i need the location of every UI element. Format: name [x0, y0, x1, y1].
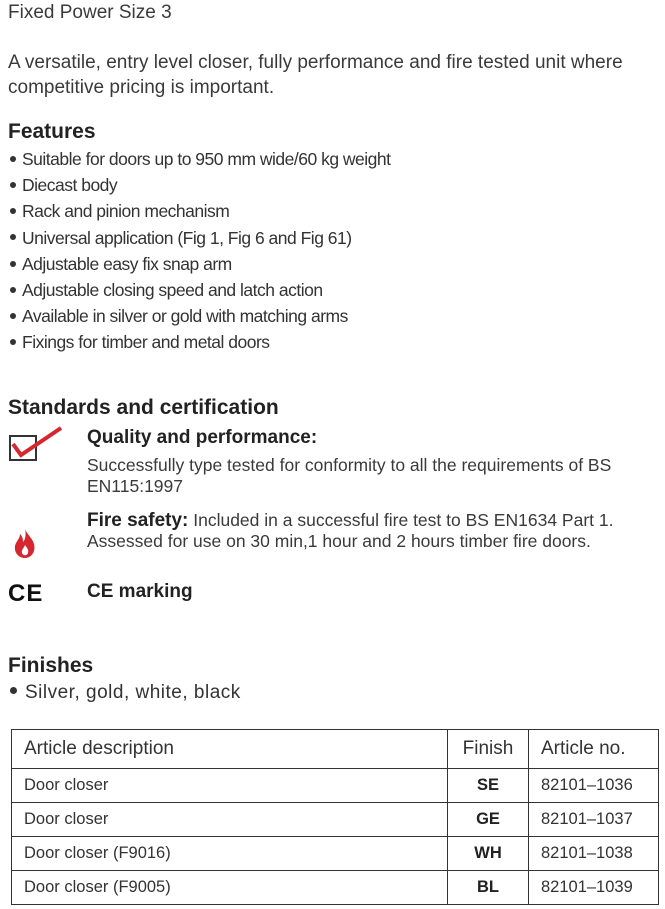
list-item: Rack and pinion mechanism [8, 198, 391, 224]
header-finish: Finish [448, 730, 529, 769]
list-item: Fixings for timber and metal doors [8, 329, 391, 355]
quality-title: Quality and performance: [87, 427, 318, 448]
table-header-row [12, 730, 659, 769]
bullet-icon [10, 687, 17, 694]
bullet-icon [10, 234, 16, 240]
flame-icon [12, 527, 38, 564]
bullet-icon [10, 287, 16, 293]
articles-table [11, 729, 659, 905]
bullet-icon [10, 313, 16, 319]
features-list [8, 146, 391, 356]
cell-article-no: 82101–1036 [529, 769, 659, 803]
cell-finish: SE [448, 769, 529, 803]
finishes-heading: Finishes [8, 654, 94, 677]
product-intro: A versatile, entry level closer, fully performance and fire tested unit where competitive pricing is important. [8, 52, 623, 98]
list-item: Suitable for doors up to 950 mm wide/60 kg weight [8, 146, 391, 172]
fire-safety-title: Fire safety: [87, 510, 189, 531]
header-article-no: Article no. [529, 730, 659, 769]
checkmark-icon [8, 424, 64, 469]
features-heading: Features [8, 120, 96, 143]
header-article-description: Article description [12, 730, 448, 769]
standards-heading: Standards and certification [8, 396, 279, 419]
list-item: Universal application (Fig 1, Fig 6 and Fig 61) [8, 225, 391, 251]
bullet-icon [10, 208, 16, 214]
list-item: Diecast body [8, 172, 391, 198]
product-subtitle: Fixed Power Size 3 [8, 2, 172, 23]
cell-finish: BL [448, 871, 529, 905]
table-row [12, 837, 659, 871]
list-item: Available in silver or gold with matching arms [8, 303, 391, 329]
cell-description: Door closer [12, 769, 448, 803]
table-row [12, 803, 659, 837]
cell-article-no: 82101–1039 [529, 871, 659, 905]
cell-article-no: 82101–1037 [529, 803, 659, 837]
list-item: Adjustable closing speed and latch action [8, 277, 391, 303]
cell-finish: GE [448, 803, 529, 837]
bullet-icon [10, 261, 16, 267]
quality-text: Successfully type tested for conformity to all the requirements of BS EN115:1997 [87, 455, 612, 496]
bullet-icon [10, 339, 16, 345]
cell-article-no: 82101–1038 [529, 837, 659, 871]
ce-mark-icon: CE [8, 580, 44, 607]
cell-description: Door closer (F9016) [12, 837, 448, 871]
finishes-list: Silver, gold, white, black [8, 682, 241, 704]
ce-title: CE marking [87, 581, 193, 602]
cell-finish: WH [448, 837, 529, 871]
list-item: Adjustable easy fix snap arm [8, 251, 391, 277]
table-row [12, 871, 659, 905]
cell-description: Door closer (F9005) [12, 871, 448, 905]
bullet-icon [10, 182, 16, 188]
table-row [12, 769, 659, 803]
fire-safety-text: Fire safety: Included in a successful fire test to BS EN1634 Part 1. Assessed for use on 30 min,1 hour and 2 hours timber fire doors. [87, 510, 614, 551]
cell-description: Door closer [12, 803, 448, 837]
bullet-icon [10, 156, 16, 162]
